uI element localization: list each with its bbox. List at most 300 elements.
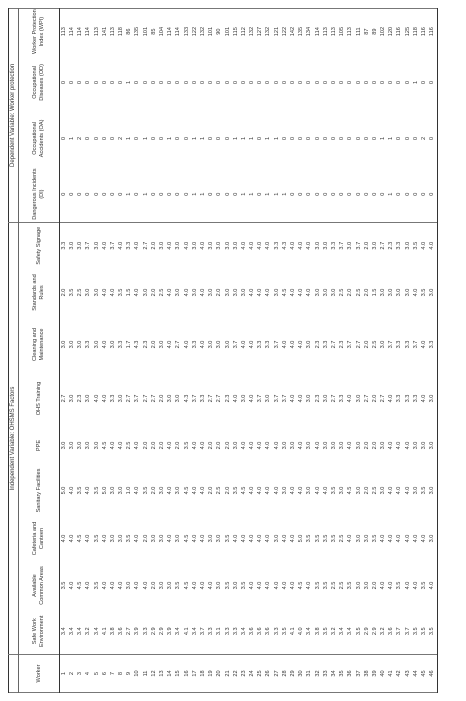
worker-id-cell: 16 <box>183 670 190 677</box>
table-cell: 2 <box>118 136 125 140</box>
table-cell: 0 <box>355 80 362 84</box>
table-cell: 3.0 <box>109 486 116 495</box>
table-row <box>109 8 117 692</box>
table-cell: 3.7 <box>281 394 288 403</box>
table-row <box>199 8 207 692</box>
table-cell: 3.5 <box>93 534 100 543</box>
table-cell: 3.0 <box>314 288 321 297</box>
worker-id-cell: 33 <box>322 670 329 677</box>
table-cell: 0 <box>60 80 67 84</box>
table-cell: 0 <box>314 80 321 84</box>
table-cell: 121 <box>273 26 280 37</box>
table-row <box>388 8 396 692</box>
table-cell: 2.7 <box>380 241 387 250</box>
table-cell: 4.0 <box>249 534 256 543</box>
table-cell: 4.0 <box>298 441 305 450</box>
worker-id-cell: 4 <box>85 671 92 676</box>
worker-id-cell: 45 <box>421 670 428 677</box>
table-cell: 3.0 <box>428 373 437 425</box>
table-cell: 4.0 <box>265 288 272 297</box>
worker-id-cell: 23 <box>240 670 247 677</box>
table-cell: 3.5 <box>428 609 437 655</box>
table-cell: 3.3 <box>396 241 403 250</box>
table-cell: 2.0 <box>208 486 215 495</box>
table-cell: 3.7 <box>396 609 404 655</box>
table-cell: 101 <box>224 26 231 37</box>
table-cell: 2.0 <box>224 441 231 450</box>
table-cell: 2.7 <box>208 394 215 403</box>
table-row <box>281 8 289 692</box>
table-cell: 3.5 <box>421 486 428 495</box>
table-cell: 3.0 <box>175 241 182 250</box>
table-cell: 2.0 <box>150 340 157 349</box>
table-cell: 0 <box>306 80 313 84</box>
table-cell: 101 <box>142 26 149 37</box>
table-row <box>117 8 125 692</box>
table-cell: 0 <box>118 80 125 84</box>
table-cell: 4.0 <box>118 241 125 250</box>
table-cell: 4.0 <box>388 581 395 590</box>
table-cell: 3.0 <box>93 288 100 297</box>
worker-id-cell: 13 <box>159 670 166 677</box>
table-cell: 2.3 <box>314 394 321 403</box>
table-cell: 3.0 <box>273 534 280 543</box>
table-cell: 3.0 <box>380 486 387 495</box>
table-cell: 4.0 <box>412 581 419 590</box>
table-cell: 4.0 <box>396 486 403 495</box>
table-cell: 0 <box>404 80 411 84</box>
table-cell: 2.5 <box>339 534 346 543</box>
table-cell: 0 <box>273 80 280 84</box>
table-cell: 3.7 <box>85 241 92 250</box>
table-cell: 4.5 <box>240 486 247 495</box>
table-cell: 2.5 <box>126 441 133 450</box>
worker-id-cell: 27 <box>273 670 280 677</box>
table-cell: 3.7 <box>191 394 198 403</box>
table-cell: 4.0 <box>290 241 297 250</box>
table-cell: 4.1 <box>101 609 109 655</box>
table-cell: 3.4 <box>191 609 199 655</box>
table-cell: 1 <box>265 136 272 140</box>
table-cell: 4.0 <box>273 486 280 495</box>
table-cell: 3.3 <box>224 609 232 655</box>
table-cell: 3.0 <box>159 340 166 349</box>
table-cell: 0 <box>109 136 116 140</box>
table-cell: 4.0 <box>396 441 403 450</box>
table-cell: 4.0 <box>199 340 206 349</box>
worker-id-cell: 38 <box>363 670 370 677</box>
table-cell: 4.3 <box>183 394 190 403</box>
table-cell: 114 <box>68 27 75 37</box>
table-cell: 3.0 <box>60 340 67 349</box>
table-cell: 3.0 <box>118 394 125 403</box>
table-cell: 4.0 <box>240 241 247 250</box>
table-cell: 4.0 <box>257 581 264 590</box>
table-cell: 4.0 <box>249 581 256 590</box>
table-cell: 2.0 <box>363 241 370 250</box>
table-cell: 2.0 <box>142 534 149 543</box>
table-cell: 0 <box>134 80 141 84</box>
worker-id-cell: 43 <box>404 670 411 677</box>
table-cell: 4.0 <box>257 288 264 297</box>
table-cell: 3.5 <box>322 534 329 543</box>
table-cell: 4.0 <box>257 441 264 450</box>
table-cell: 4.0 <box>249 441 256 450</box>
table-cell: 2.3 <box>339 340 346 349</box>
table-cell: 5.0 <box>60 486 67 495</box>
table-cell: 4.0 <box>290 394 297 403</box>
table-cell: 0 <box>421 80 428 84</box>
table-row <box>60 8 69 692</box>
table-cell: 0 <box>281 80 288 84</box>
table-cell: 0 <box>257 166 265 222</box>
table-row <box>126 8 134 692</box>
table-cell: 116 <box>428 8 437 54</box>
table-cell: 0 <box>175 166 183 222</box>
table-cell: 2.7 <box>380 394 387 403</box>
table-cell: 4.0 <box>85 486 92 495</box>
table-cell: 4.1 <box>183 609 191 655</box>
table-cell: 3.0 <box>77 340 84 349</box>
table-cell: 3.0 <box>355 581 362 590</box>
table-cell: 3.7 <box>339 241 346 250</box>
table-cell: 1 <box>273 166 281 222</box>
table-cell: 3.0 <box>330 288 337 297</box>
table-cell: 1 <box>191 136 198 140</box>
table-cell: 4.0 <box>281 534 288 543</box>
table-cell: 114 <box>77 27 84 37</box>
table-cell: 0 <box>412 166 420 222</box>
table-cell: 3.5 <box>314 581 321 590</box>
table-cell: 4.5 <box>347 486 354 495</box>
worker-id-cell: 18 <box>199 670 206 677</box>
worker-id-cell: 12 <box>150 670 157 677</box>
table-cell: 0 <box>428 166 437 222</box>
table-cell: 3.0 <box>322 288 329 297</box>
group-header-row <box>9 8 19 692</box>
worker-id-cell: 35 <box>339 670 346 677</box>
table-cell: 3.5 <box>355 609 363 655</box>
rotated-table-wrapper <box>8 9 462 693</box>
table-cell: 3.0 <box>85 288 92 297</box>
table-cell: 0 <box>109 166 117 222</box>
table-cell: 2.0 <box>150 441 157 450</box>
table-cell: 3.0 <box>224 340 231 349</box>
table-cell: 3.0 <box>85 441 92 450</box>
table-cell: 2.0 <box>60 288 67 297</box>
table-cell: 3.0 <box>150 534 157 543</box>
table-cell: 3.0 <box>396 288 403 297</box>
table-cell: 3.5 <box>330 534 337 543</box>
table-cell: 1 <box>412 80 419 84</box>
table-cell: 3.0 <box>216 241 223 250</box>
table-cell: 3.0 <box>428 425 437 467</box>
table-cell: 2.3 <box>77 394 84 403</box>
table-cell: 0 <box>379 166 387 222</box>
table-cell: 3.7 <box>134 394 141 403</box>
table-cell: 0 <box>85 166 93 222</box>
table-cell: 0 <box>109 80 116 84</box>
table-cell: 3.0 <box>281 486 288 495</box>
table-cell: 0 <box>314 136 321 140</box>
table-cell: 3.5 <box>396 581 403 590</box>
table-cell: 4.0 <box>199 486 206 495</box>
table-cell: 2.7 <box>330 394 337 403</box>
table-cell: 0 <box>339 136 346 140</box>
table-cell: 2.7 <box>355 340 362 349</box>
table-cell: 3.0 <box>347 241 354 250</box>
table-cell: 104 <box>159 26 166 37</box>
table-cell: 0 <box>306 166 314 222</box>
table-cell: 135 <box>298 26 305 37</box>
table-cell: 1 <box>232 136 239 140</box>
table-cell: 0 <box>396 80 403 84</box>
table-cell: 1 <box>281 166 289 222</box>
table-row <box>207 8 215 692</box>
worker-id-cell: 19 <box>208 670 215 677</box>
table-cell: 0 <box>355 166 363 222</box>
table-cell: 2.5 <box>371 340 378 349</box>
table-cell: 4.0 <box>388 394 395 403</box>
table-row <box>216 8 224 692</box>
table-row <box>158 8 166 692</box>
group-header-independent: Independent Variable: OHSMS Factors <box>9 222 19 654</box>
table-row <box>175 8 183 692</box>
table-cell: 0 <box>134 136 141 140</box>
table-cell: 114 <box>314 27 321 37</box>
table-cell: 113 <box>109 27 116 37</box>
table-cell: 3.0 <box>240 394 247 403</box>
table-cell: 0 <box>306 136 313 140</box>
table-cell: 3.7 <box>199 609 207 655</box>
table-row <box>396 8 404 692</box>
table-cell: 0 <box>60 166 69 222</box>
table-cell: 4.0 <box>298 340 305 349</box>
table-row <box>306 8 314 692</box>
table-cell: 4.0 <box>265 581 272 590</box>
table-cell: 4.0 <box>191 486 198 495</box>
table-row <box>166 8 174 692</box>
table-cell: 2.7 <box>363 394 370 403</box>
table-cell: 3.3 <box>142 609 150 655</box>
table-cell: 3.3 <box>232 609 240 655</box>
table-cell: 4.0 <box>134 288 141 297</box>
worker-id-cell: 1 <box>60 671 67 676</box>
table-cell: 3.3 <box>273 241 280 250</box>
table-cell: 4.0 <box>118 441 125 450</box>
table-cell: 132 <box>265 26 272 37</box>
table-cell: 1 <box>142 166 150 222</box>
table-cell: 0 <box>396 166 404 222</box>
table-cell: 113 <box>322 27 329 37</box>
table-cell: 3.0 <box>306 340 313 349</box>
table-cell: 3.7 <box>257 394 264 403</box>
table-cell: 3.0 <box>68 340 75 349</box>
table-cell: 111 <box>355 27 362 36</box>
table-cell: 132 <box>249 26 256 37</box>
table-cell: 4.0 <box>412 288 419 297</box>
table-cell: 4.0 <box>290 288 297 297</box>
table-cell: 0 <box>240 80 247 84</box>
table-cell: 3.0 <box>380 441 387 450</box>
table-cell: 4.0 <box>183 241 190 250</box>
table-cell: 1 <box>265 166 273 222</box>
table-cell: 3.0 <box>428 467 437 515</box>
table-cell: 3.0 <box>175 486 182 495</box>
table-cell: 2.9 <box>371 609 379 655</box>
table-cell: 3.0 <box>380 340 387 349</box>
table-cell: 0 <box>101 80 108 84</box>
table-cell: 3.0 <box>232 441 239 450</box>
worker-id-cell: 25 <box>257 670 264 677</box>
table-cell: 3.0 <box>339 486 346 495</box>
table-cell: 102 <box>380 26 387 37</box>
table-cell: 3.0 <box>412 486 419 495</box>
table-cell: 2.3 <box>142 340 149 349</box>
column-header: Available Common Areas <box>19 563 60 609</box>
column-header: Cafeteria and Canteen <box>19 515 60 563</box>
table-cell: 2.9 <box>150 609 158 655</box>
table-cell: 114 <box>167 27 174 37</box>
table-cell: 4.0 <box>249 394 256 403</box>
table-cell: 2.9 <box>363 609 371 655</box>
table-cell: 3.0 <box>314 241 321 250</box>
table-cell: 0 <box>142 80 149 84</box>
table-cell: 4.0 <box>240 340 247 349</box>
table-cell: 2.5 <box>216 486 223 495</box>
table-cell: 3.0 <box>167 581 174 590</box>
table-cell: 4.0 <box>257 241 264 250</box>
table-cell: 4.0 <box>347 441 354 450</box>
table-cell: 4.0 <box>421 241 428 250</box>
table-cell: 4.0 <box>134 486 141 495</box>
table-cell: 4.0 <box>249 288 256 297</box>
table-row <box>257 8 265 692</box>
table-row <box>248 8 256 692</box>
table-cell: 3.0 <box>322 394 329 403</box>
table-cell: 4.0 <box>412 534 419 543</box>
table-cell: 4.0 <box>134 441 141 450</box>
table-cell: 4.5 <box>298 581 305 590</box>
table-cell: 4.0 <box>314 486 321 495</box>
table-cell: 4.0 <box>191 441 198 450</box>
table-cell: 0 <box>322 166 330 222</box>
table-cell: 0 <box>216 166 224 222</box>
table-cell: 2.0 <box>371 441 378 450</box>
table-cell: 0 <box>117 166 125 222</box>
table-cell: 2.0 <box>363 441 370 450</box>
table-cell: 3.0 <box>191 288 198 297</box>
table-cell: 3.0 <box>388 288 395 297</box>
table-cell: 0 <box>289 166 297 222</box>
table-row <box>150 8 158 692</box>
table-cell: 4.0 <box>109 441 116 450</box>
table-cell: 4.5 <box>183 581 190 590</box>
table-cell: 4.0 <box>249 486 256 495</box>
table-cell: 3.5 <box>281 609 289 655</box>
table-cell: 118 <box>118 27 125 37</box>
table-cell: 3.5 <box>93 581 100 590</box>
table-cell: 3.9 <box>166 609 174 655</box>
table-cell: 2.7 <box>142 394 149 403</box>
table-cell: 113 <box>330 27 337 37</box>
worker-id-cell: 21 <box>224 670 231 677</box>
table-cell: 3.0 <box>126 581 133 590</box>
table-cell: 2.7 <box>216 394 223 403</box>
column-header: Worker <box>19 655 60 693</box>
table-cell: 4.0 <box>290 340 297 349</box>
table-cell: 4.0 <box>134 581 141 590</box>
table-cell: 2.0 <box>150 241 157 250</box>
table-cell: 3.5 <box>93 486 100 495</box>
table-cell: 0 <box>150 80 157 84</box>
table-cell: 2.5 <box>339 581 346 590</box>
column-header: Safety Signage <box>19 222 60 268</box>
table-cell: 3.5 <box>330 486 337 495</box>
table-cell: 1.7 <box>126 340 133 349</box>
table-cell: 4.0 <box>191 581 198 590</box>
table-cell: 1 <box>191 166 199 222</box>
table-cell: 3.0 <box>363 581 370 590</box>
table-row <box>338 8 346 692</box>
table-cell: 2.5 <box>371 486 378 495</box>
table-cell: 0 <box>338 166 346 222</box>
table-cell: 4.0 <box>199 441 206 450</box>
column-header: Occupational Accidents (OA) <box>19 110 60 166</box>
table-cell: 4.0 <box>199 241 206 250</box>
table-cell: 132 <box>199 26 206 37</box>
table-cell: 0 <box>420 166 428 222</box>
table-cell: 3.3 <box>191 340 198 349</box>
table-cell: 2.0 <box>142 441 149 450</box>
table-cell: 4.0 <box>199 581 206 590</box>
table-cell: 4.0 <box>298 486 305 495</box>
table-cell: 3.3 <box>60 241 67 250</box>
table-cell: 4.3 <box>281 241 288 250</box>
table-cell: 116 <box>396 27 403 37</box>
table-cell: 4.0 <box>421 534 428 543</box>
table-cell: 4.0 <box>265 534 272 543</box>
table-cell: 2.7 <box>330 340 337 349</box>
table-cell: 3.7 <box>412 340 419 349</box>
table-cell: 4.0 <box>199 288 206 297</box>
table-cell: 0 <box>101 166 109 222</box>
table-cell: 0 <box>371 80 378 84</box>
table-cell: 3.0 <box>371 241 378 250</box>
table-cell: 4.0 <box>404 486 411 495</box>
table-cell: 3.0 <box>68 441 75 450</box>
table-cell: 3.5 <box>347 581 354 590</box>
table-cell: 0 <box>101 136 108 140</box>
table-cell: 2.7 <box>150 394 157 403</box>
table-cell: 87 <box>363 28 370 35</box>
table-cell: 0 <box>371 136 378 140</box>
table-cell: 1.5 <box>371 288 378 297</box>
table-cell: 3.0 <box>216 340 223 349</box>
table-cell: 0 <box>216 136 223 140</box>
table-cell: 2.0 <box>150 581 157 590</box>
table-cell: 3.3 <box>428 317 437 373</box>
table-cell: 0 <box>290 80 297 84</box>
table-cell: 114 <box>85 27 92 37</box>
table-cell: 4.0 <box>421 394 428 403</box>
table-cell: 4.0 <box>314 441 321 450</box>
table-row <box>314 8 322 692</box>
table-cell: 4.0 <box>134 241 141 250</box>
table-cell: 3.3 <box>396 394 403 403</box>
table-cell: 2.7 <box>60 394 67 403</box>
table-cell: 3.0 <box>118 534 125 543</box>
